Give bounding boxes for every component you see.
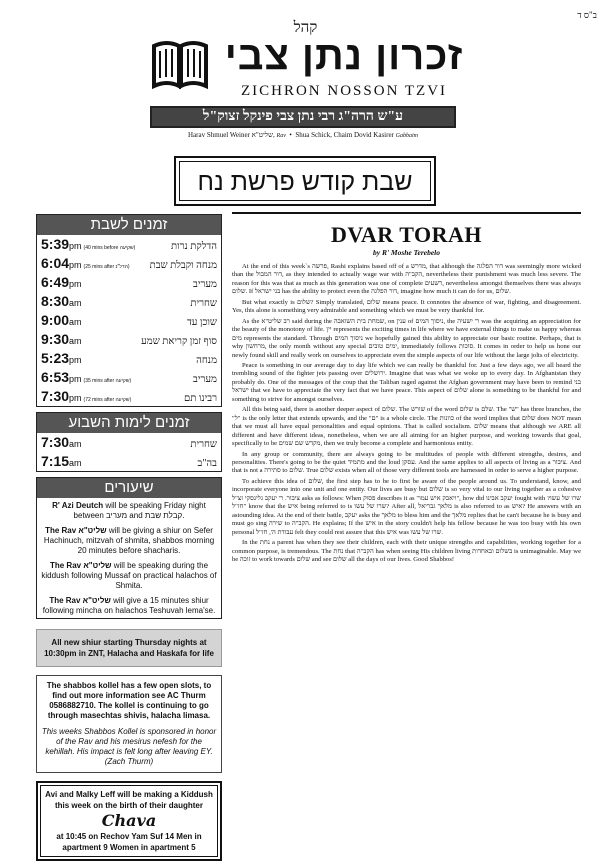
- shiur-speaker: The Rav שליט"א: [49, 596, 111, 605]
- zman-label: הדלקת נרות: [170, 241, 217, 252]
- zman-row: [37, 235, 221, 254]
- zman-time: [41, 433, 82, 454]
- article-paragraph: As the רב שליט"א said during the שמחת בית השואבה, on ענין of ניסוך המים, the ר' ישעיה was the acquiring an appreciation for the beauty of the monotony of life. יין represents the exciting times in life where we have external things to make us happy whereas מים represents the standard. Through ניסוך המים we hopefully gained this ability to appreciate our basic routine. Perhaps, that is why מרחשון, the only month without any special ימים טובים, immediately follows סוכות. It comes in order to help us hone our newly found skill and really work on ourselves to appreciate even the simple aspects of our life without the large jolts of electricity.: [232, 317, 581, 359]
- rav-role: Rav: [276, 133, 286, 139]
- zman-time-suffix: pm: [69, 279, 82, 289]
- zman-label: רבינו תם: [183, 393, 217, 404]
- zman-time: [41, 273, 82, 294]
- zman-time-value: 7:30: [41, 434, 70, 450]
- shiur-text: will be giving a shiur on Sefer Hachinuch, mitzvah of shmita, shabbos morning 20 minutes before shacharis.: [43, 526, 215, 555]
- zman-time-suffix: pm: [69, 393, 82, 403]
- kollel-main-text: The shabbos kollel has a few open slots, to find out more information see AC Thurm 0586882710. The kollel is continuing to go through masechtas shivis, halacha limasa.: [46, 681, 212, 720]
- parsha-box: [174, 156, 436, 206]
- zman-time-suffix: am: [69, 458, 82, 468]
- article-paragraph: To achieve this idea of שלום, the first step has to be to first be aware of the people around us. To understand, know, and incorporate everyone into one unit and one entity. Our lives are busy but שלום is so very vital to our living together as a cohesive ציבור. ר' יעקב גלינסקי זצ"ל asks as follows: When פסוק describes it as "ויאבק איש עמו", how did יעקב אבינו fought with שרו של עשו? "חז"ל know that the איש being referred to is שרו של עשו? After all, מלאך גבריאל is also referred to as איש? He answers with an astounding idea. At the end of their battle, יעקב asks the מלאך to bless him and the מלאך replies that he can't because he is busy and must go sing שירה to הקב"ה. He explains; If the איש in the story couldn't help his fellow because he was too busy with his own personal עבודת ה', חז"ל felt they could rest assure that this איש was שרו של עשו.: [232, 477, 582, 536]
- zman-time-suffix: pm: [69, 241, 82, 251]
- kiddush-text-2: at 10:45 on Rechov Yam Suf 14 Men in apartment 9 Women in apartment 5: [56, 832, 202, 852]
- zman-label: שוכן עד: [186, 317, 217, 328]
- zman-label: שחרית: [190, 439, 217, 450]
- article-paragraph: All this being said, there is another deeper aspect of שלום. The שורש of the word שלום is שלם. The "ש" has three branches, the "ל" is the only letter that extends upwards, and the "ם" is a whole circle. The כוונות of the word implies that שלום does NOT mean that we must all have equal personalities and equal opinions. That is called socialism. שלום means that although we ARE all different and have different ideas, nonetheless, when we are all aiming for an higher purpose, and working towards that goal, specifically to be מקדש שם שמים, then we truly become a complete and harmonious entity.: [232, 406, 581, 448]
- zman-time-suffix: am: [69, 439, 82, 449]
- zman-row: [37, 368, 221, 387]
- shiur-item: [37, 523, 221, 558]
- shiurim-title: שיעורים: [37, 478, 221, 498]
- zman-time: [41, 452, 82, 473]
- zman-time: [41, 292, 82, 313]
- zman-time: [41, 311, 82, 332]
- new-shiur-announcement: All new shiur starting Thursday nights at 10:30pm in ZNT, Halacha and Haskafa for life: [36, 629, 222, 667]
- dvar-torah-column: [232, 212, 581, 566]
- zman-time: [41, 330, 82, 351]
- zman-note: (25 mins after הדל"נ): [83, 264, 130, 270]
- zman-label: מנחה: [196, 355, 217, 366]
- zmanim-week-box: [36, 412, 222, 472]
- zman-time-suffix: pm: [69, 355, 82, 365]
- left-column: [36, 214, 222, 861]
- shiur-item: [37, 558, 221, 593]
- zmanim-week-title: זמנים לימות השבוע: [37, 413, 221, 433]
- zman-row: [37, 452, 221, 471]
- zman-time-value: 6:04: [41, 255, 70, 271]
- zman-time-suffix: pm: [69, 260, 82, 270]
- article-paragraph: In the נחת a parent has when they see their children, each with their unique strengths and capabilities, working together for a common purpose, is tremendous. The נחת that הקב"ה has when seeing His children living בשלום ובאחדות is unimaginable. May we be זוכה to work towards שלום and see שלום all the days of our lives. Good Shabbos!: [232, 539, 582, 563]
- bsd-label: ב"ס ד: [577, 10, 597, 20]
- gabbaim-names: Shua Schick, Chaim Dovid Kasirer: [295, 131, 394, 139]
- staff-line: Harav Shmuel Weiner שליט"א, Rav • Shua Schick, Chaim Dovid Kasirer Gabbaim: [188, 131, 418, 139]
- kahal-label: קהל: [293, 20, 318, 36]
- zman-label: מעריב: [193, 374, 217, 385]
- zman-row: [37, 349, 221, 368]
- zman-label: בה"ב: [197, 458, 217, 469]
- zman-row: [37, 387, 221, 406]
- kiddush-inner: [40, 785, 218, 857]
- shiur-speaker: R' Azi Deutch: [52, 501, 104, 510]
- zman-time: [41, 387, 131, 410]
- shiur-text: will be speaking Friday night between מעריב and קבלת שבת.: [73, 501, 206, 520]
- shiur-text: will be speaking during the kiddush following Mussaf on practical halachos of Shmita.: [41, 561, 217, 590]
- zman-time-suffix: pm: [69, 374, 82, 384]
- rav-name: Harav Shmuel Weiner שליט"א: [188, 131, 274, 139]
- zman-time: [41, 349, 82, 370]
- zman-row: [37, 433, 221, 452]
- kollel-box: [36, 675, 222, 773]
- memorial-banner: ע"ש הרה"ג רבי נתן צבי פינקל זצוק"ל: [150, 106, 456, 128]
- article-paragraph: Peace is something in our average day to day life which we can really be thankful for. Just a few days ago, we all heard the trembling sound of the fighter jets passing over ירושלים. Imagine that was what we woke up to every day. In Afghanistan they probably do. One of the messages of the coup that the Taliban raged against the Afghan government may have been to remind בני ישראל that we have to appreciate the very fact that we have peace. This aspect of שלום alone is something to be thankful for and something to strive for amongst ourselves.: [232, 361, 581, 403]
- zman-time-value: 8:30: [41, 293, 70, 309]
- zman-row: [37, 311, 221, 330]
- zman-label: מעריב: [193, 279, 217, 290]
- zman-row: [37, 330, 221, 349]
- zmanim-shabbos-title: זמנים לשבת: [37, 215, 221, 235]
- zman-note: (72 mins after שקיעה): [83, 397, 132, 403]
- shiur-item: [37, 498, 221, 523]
- shiurim-box: [36, 477, 222, 619]
- zman-label: מנחה וקבלת שבת: [149, 260, 217, 271]
- open-book-icon: [150, 38, 210, 90]
- shiur-speaker: The Rav שליט"א: [45, 526, 107, 535]
- shiur-text: will give a 15 minutes shiur following mincha on halachos Teshuvah lema'se.: [42, 596, 216, 615]
- zman-time-value: 7:30: [41, 388, 70, 404]
- shiur-item: [37, 593, 221, 618]
- zman-time-value: 7:15: [41, 453, 70, 469]
- zman-note: (35 mins after שקיעה): [83, 378, 132, 384]
- zman-row: [37, 254, 221, 273]
- kiddush-box: [36, 781, 222, 861]
- column-rule: [232, 212, 581, 214]
- title-english: ZICHRON NOSSON TZVI: [240, 83, 448, 99]
- zman-time-suffix: am: [69, 336, 82, 346]
- kiddush-text-1: Avi and Malky Leff will be making a Kiddush this week on the birth of their daughter: [45, 790, 213, 810]
- zman-time-suffix: am: [69, 317, 82, 327]
- zman-time-value: 5:23: [41, 350, 70, 366]
- article-body: [232, 263, 581, 564]
- parsha-title: שבת קודש פרשת נח: [179, 161, 431, 201]
- article-paragraph: But what exactly is שלום? Simply translated, שלום means peace. It connotes the absence of war, fighting, and disagreement. Yes, this alone is something very admirable and something which we must be very thankful for.: [232, 298, 581, 315]
- shiur-speaker: The Rav שליט"א: [49, 561, 112, 570]
- article-paragraph: In any group or community, there are always going to be multitudes of people with different strengths, desires, and personalities. There's going to be the quiet מתמיד and the loud עסקן. And the same applies to all aspects of living as a ציבור. And that is not a סתירה to שלום. True שלום exists when all of those very different tools are harnessed in order to serve a higher purpose.: [232, 450, 581, 475]
- article-byline: by R' Moshe Terebelo: [372, 248, 440, 257]
- zman-time-value: 9:00: [41, 312, 70, 328]
- zman-row: [37, 292, 221, 311]
- zman-label: שחרית: [190, 298, 217, 309]
- gabbaim-role: Gabbaim: [395, 133, 418, 139]
- baby-name: Chava: [101, 811, 157, 830]
- zman-label: סוף זמן קריאת שמע: [141, 336, 217, 347]
- article-title: DVAR TORAH: [330, 222, 483, 247]
- zman-time-value: 9:30: [41, 331, 70, 347]
- kollel-sponsor-text: This weeks Shabbos Kollel is sponsored in honor of the Rav and his mesirus nefesh for the kehillah. His impact is felt long after leaving EY. (Zach Thurm): [41, 727, 217, 766]
- zman-time-suffix: am: [69, 298, 82, 308]
- zman-time-value: 6:53: [41, 369, 70, 385]
- zman-time-value: 6:49: [41, 274, 70, 290]
- article-paragraph: At the end of this week`s פרשה, Rashi explains based off of a מדרש, that although the דור הפלגה was seemingly more wicked than the דור המבול, as they intended to actually wage war with הקב"ה, nevertheless their punishment was much less severe. The reason for this was that as much as this generation was one of complete רשעים, nevertheless amongst themselves there was always שלום. If בני ישראל has the ability to protect even the דור הפלגה, imagine how much it can do for us, שלום.: [232, 263, 582, 296]
- zmanim-shabbos-box: [36, 214, 222, 407]
- title-hebrew: זכרון נתן צבי: [224, 34, 464, 78]
- zman-note: (40 mins before שקיעה): [83, 245, 136, 251]
- zman-time-value: 5:39: [41, 236, 70, 252]
